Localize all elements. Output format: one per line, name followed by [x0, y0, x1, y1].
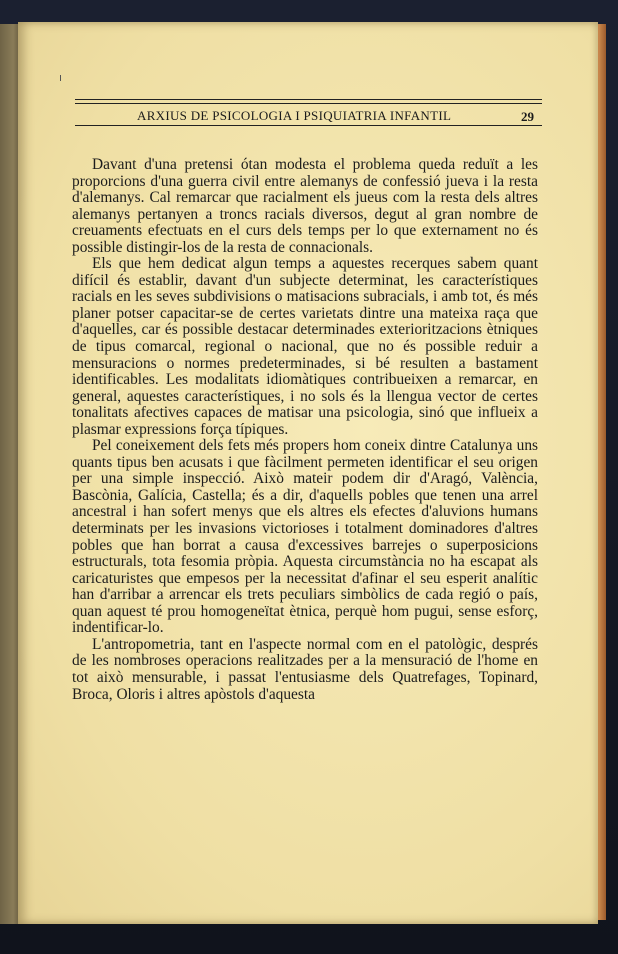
- header-rule-top-thin: [75, 103, 542, 104]
- margin-mark: [60, 75, 61, 81]
- paragraph: Els que hem dedicat algun temps a aquestes recerques sabem quant difícil és establir, davant d'un subjecte determinat, les característiques racials en les seves subdivisions o matisacions subracials, i amb tot, és més planer potser capacitar-se de certes varietats dintre una mateixa raça que d'aquelles, car és possible destacar determinades exterioritzacions ètniques de tipus comarcal, regional o nacional, que no és possible reduir a mensuracions o normes predeterminades, si bé resulten a bastament identificables. Les modalitats idiomàtiques contribueixen a remarcar, en general, aquestes característiques, i no sols és la llengua vector de certes tonalitats afectives capaces de matisar una psicologia, sinó que influeix a plasmar expressions força típiques.: [72, 255, 538, 438]
- paragraph: L'antropometria, tant en l'aspecte normal com en el patològic, després de les nombroses operacions realitzades per a la mensuració de l'home en tot això mensurable, i passat l'entusiasme dels Quatrefages, Topinard, Broca, Oloris i altres apòstols d'aquesta: [72, 635, 538, 703]
- paragraph: Davant d'una pretensi ótan modesta el problema queda reduït a les proporcions d'una guerra civil entre alemanys de confessió jueva i la resta d'alemanys. Cal remarcar que racialment els jueus com la resta dels altres alemanys pertanyen a troncs racials diversos, degut al gran nombre de creuaments efectuats en el curs dels temps per lo que externament no és possible distingir-los de la resta de connacionals.: [72, 156, 538, 256]
- header-rule-top: [75, 99, 542, 100]
- running-header: [75, 99, 542, 131]
- journal-title: ARXIUS DE PSICOLOGIA I PSIQUIATRIA INFANTIL: [137, 108, 452, 123]
- paragraph: Pel coneixement dels fets més propers hom coneix dintre Catalunya uns quants tipus ben acusats i que fàcilment permeten identificar el seu origen per una simple inspecció. Això mateir podem dir d'Aragó, València, Bascònia, Galícia, Castella; és a dir, d'aquells pobles que tenen una arrel ancestral i han sofert menys que els altres els efectes d'aluvions humans determinats per les invasions victorioses i totalment dominadores d'altres pobles que han borrat a causa d'excessives barrejes o superposicions estructurals, tota fesomia pròpia. Aquesta circumstància no ha escapat als caricaturistes que empesos per la necessitat d'afinar el seu esperit analític han d'arribar a arrencar els trets peculiars simbòlics de cada regió o país, quan aquest té prou homogeneïtat ètnica, perquè hom pugui, sense esforç, indentificar-lo.: [72, 437, 538, 637]
- body-text: [72, 157, 538, 703]
- page-number: 29: [521, 109, 534, 124]
- header-rule-bottom: [75, 125, 542, 126]
